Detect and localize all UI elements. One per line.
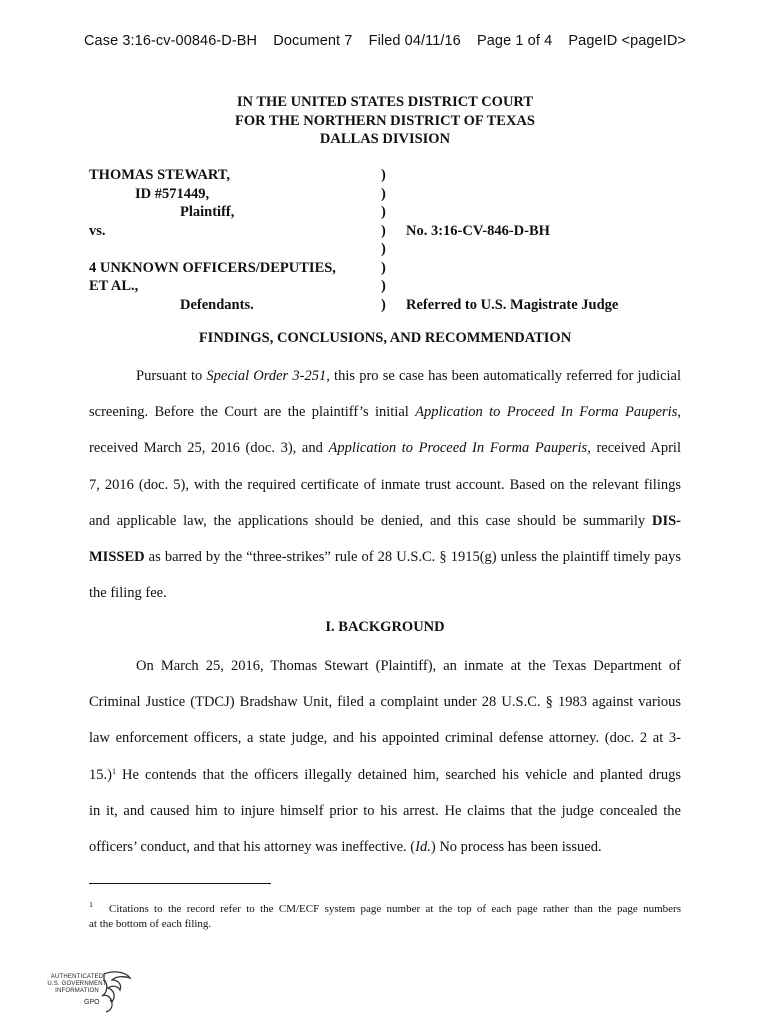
gpo-label: GPO [84,999,100,1006]
footnote-line: $^1$ Citations to the record refer to the CM/ECF system page number at the top of each page rather than the page numbers [89,902,681,915]
caption-paren: ) [381,204,386,220]
paragraph-line: and applicable law, the applications should be denied, and this case should be summarily DIS- [89,512,681,529]
paragraph-line: law enforcement officers, a state judge, and his appointed criminal defense attorney. (doc. 2 at 3- [89,730,681,747]
paragraph-line: Criminal Justice (TDCJ) Bradshaw Unit, filed a complaint under 28 U.S.C. § 1983 against various [89,694,681,711]
defendant-name: 4 UNKNOWN OFFICERS/DEPUTIES, [89,259,336,276]
page-id: PageID <pageID> [568,33,686,49]
logo-text: AUTHENTICATED U.S. GOVERNMENT INFORMATION [47,974,107,994]
paragraph-line: screening. Before the Court are the plaintiff’s initial Application to Proceed In Forma Pauperis, [89,404,681,421]
court-heading [0,93,770,149]
eagle-icon [100,970,132,1014]
gpo-authentication-logo [46,970,132,1014]
case-caption [89,166,709,316]
plaintiff-role: Plaintiff, [180,204,235,220]
versus: vs. [89,222,106,239]
paragraph-line: received March 25, 2016 (doc. 3), and Application to Proceed In Forma Pauperis, received April [89,440,681,457]
special-order-ref: Special Order 3-251 [206,368,327,384]
caption-paren: ) [381,296,386,313]
dismissed-emphasis: DIS- [651,512,681,529]
application-title: Application to Proceed In Forma Pauperis, [415,404,681,421]
footnote [89,902,681,932]
footnote-divider [89,883,271,884]
footnote-mark: 1 [89,902,93,909]
court-line-1: IN THE UNITED STATES DISTRICT COURT [236,94,534,110]
defendant-role: Defendants. [180,296,254,313]
court-line-3: DALLAS DIVISION [319,131,451,147]
court-line-2: FOR THE NORTHERN DISTRICT OF TEXAS [235,112,535,129]
defendant-et-al: ET AL., [89,278,139,294]
background-paragraph [89,648,681,865]
plaintiff-id: ID #571449, [135,185,210,202]
caption-paren: ) [381,222,386,239]
case-number-header: Case 3:16-cv-00846-D-BH [83,33,258,49]
paragraph-line: 15.)$^1$ He contends that the officers illegally detained him, searched his vehicle and planted drugs [89,766,681,783]
caption-paren: ) [381,167,386,183]
page-header [0,33,770,49]
paragraph-line: MISSED as barred by the “three-strikes” rule of 28 U.S.C. § 1915(g) unless the plaintiff timely pays [89,548,681,565]
referral-note: Referred to U.S. Magistrate Judge [406,296,619,313]
paragraph-line: in it, and caused him to injure himself prior to his arrest. He claims that the judge concealed the [89,802,681,819]
dismissed-emphasis: MISSED [89,548,145,565]
plaintiff-name: THOMAS STEWART, [89,167,231,183]
docket-number: No. 3:16-CV-846-D-BH [406,222,550,239]
section-heading-background: I. BACKGROUND [325,619,445,635]
document-title: FINDINGS, CONCLUSIONS, AND RECOMMENDATION [198,330,572,346]
caption-paren: ) [381,241,386,257]
paragraph-line: Pursuant to Special Order 3-251, this pro se case has been automatically referred for judicial [136,368,681,384]
caption-paren: ) [381,185,386,202]
caption-paren: ) [381,278,386,294]
document-number: Document 7 [273,33,353,49]
filed-date: Filed 04/11/16 [368,33,461,49]
caption-paren: ) [381,259,386,276]
paragraph-line: On March 25, 2016, Thomas Stewart (Plaintiff), an inmate at the Texas Department of [136,658,681,674]
intro-paragraph [89,358,681,611]
page-count: Page 1 of 4 [476,33,553,49]
footnote-reference[interactable]: 1 [111,766,116,776]
paragraph-line: the filing fee. [89,585,167,602]
footnote-line: at the bottom of each filing. [89,918,212,930]
application-title: Application to Proceed In Forma Pauperis, [328,440,591,457]
paragraph-line: officers’ conduct, and that his attorney was ineffective. (Id.) No process has been issued. [89,838,602,855]
paragraph-line: 7, 2016 (doc. 5), with the required certificate of inmate trust account. Based on the relevant filings [89,476,681,493]
id-citation: Id. [415,838,431,855]
